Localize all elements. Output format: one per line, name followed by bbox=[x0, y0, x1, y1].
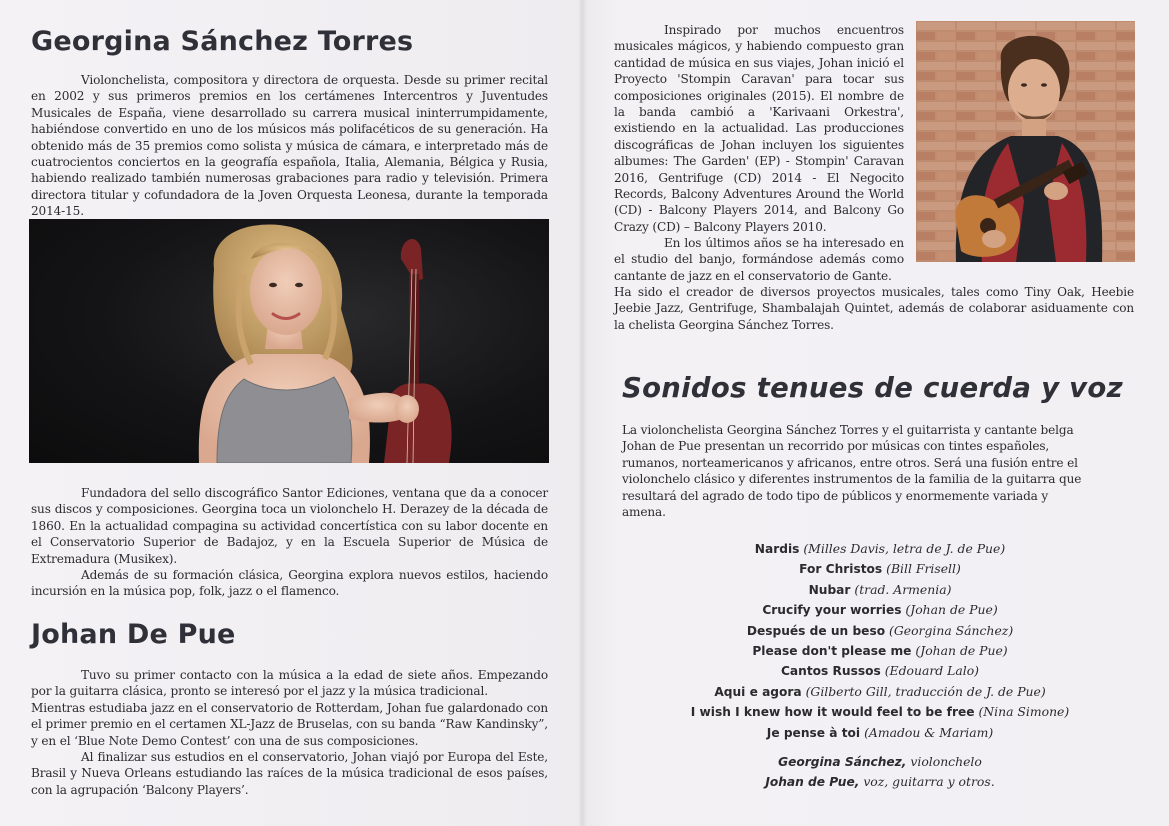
performer-georgina: Georgina Sánchez, violonchelo bbox=[778, 754, 982, 769]
page-fold bbox=[578, 0, 586, 826]
johan-bio-paragraph-3: Al finalizar sus estudios en el conservatorio, Johan viajó por Europa del Este, Brasil y Nueva Orleans estudiando las raíces de la música tradicional de esos países, con la agrupación ‘Balcony Players’. bbox=[31, 750, 548, 797]
guitarist-photo bbox=[916, 21, 1135, 262]
program-item: I wish I knew how it would feel to be free (Nina Simone) bbox=[690, 704, 1070, 720]
performer-johan: Johan de Pue, voz, guitarra y otros. bbox=[765, 774, 995, 790]
program-item: Aqui e agora (Gilberto Gill, traducción de J. de Pue) bbox=[714, 683, 1046, 699]
performers-credits bbox=[600, 752, 1160, 793]
heading-johan: Johan De Pue bbox=[31, 619, 236, 650]
program-list bbox=[600, 539, 1160, 743]
program-item: For Christos (Bill Frisell) bbox=[799, 561, 961, 577]
johan-bio-paragraph-2: Mientras estudiaba jazz en el conservatorio de Rotterdam, Johan fue galardonado con el primer premio en el certamen XL-Jazz de Bruselas, con su banda “Raw Kandinsky”, y en el ‘Blue Note Demo Contest’ con una de sus composiciones. bbox=[31, 701, 548, 748]
cellist-photo bbox=[29, 219, 549, 463]
guitarist-illustration bbox=[916, 21, 1135, 262]
cellist-illustration bbox=[29, 219, 549, 463]
heading-georgina: Georgina Sánchez Torres bbox=[31, 26, 414, 57]
program-item: Please don't please me (Johan de Pue) bbox=[752, 643, 1008, 659]
johan-bio-paragraph-5b: Ha sido el creador de diversos proyectos musicales, tales como Tiny Oak, Heebie Jeebie Jazz, Gentrifuge, Shambalajah Quintet, además de colaborar asiduamente con la chelista Georgina Sánchez Torres. bbox=[614, 285, 1134, 332]
johan-bio-paragraph-5a: En los últimos años se ha interesado en el studio del banjo, formándose además como cantante de jazz en el conservatorio de Gante. bbox=[614, 236, 904, 283]
program-item: Nubar (trad. Armenia) bbox=[808, 581, 952, 597]
program-item: Nardis (Milles Davis, letra de J. de Pue) bbox=[754, 541, 1006, 556]
program-item: Cantos Russos (Edouard Lalo) bbox=[780, 663, 979, 679]
left-page bbox=[0, 0, 582, 826]
program-item: Después de un beso (Georgina Sánchez) bbox=[746, 622, 1014, 638]
georgina-bio-paragraph-3: Además de su formación clásica, Georgina explora nuevos estilos, haciendo incursión en la música pop, folk, jazz o el flamenco. bbox=[31, 568, 548, 599]
georgina-bio-paragraph-1: Violonchelista, compositora y directora de orquesta. Desde su primer recital en 2002 y sus primeros premios en los certámenes Intercentros y Juventudes Musicales de España, viene desarrollado su carrera musical ininterrumpidamente, habiéndose convertido en uno de los músicos más polifacéticos de su generación. Ha obtenido más de 35 premios como solista y música de cámara, e interpretado más de cuatrocientos conciertos en la geografía española, Italia, Alemania, Bélgica y Rusia, habiendo realizado también numerosas grabaciones para radio y televisión. Primera directora titular y cofundadora de la Joven Orquesta Leonesa, durante la temporada 2014-15. bbox=[31, 73, 548, 219]
program-item: Crucify your worries (Johan de Pue) bbox=[762, 602, 998, 618]
concert-title: Sonidos tenues de cuerda y voz bbox=[622, 372, 1123, 404]
concert-description: La violonchelista Georgina Sánchez Torres y el guitarrista y cantante belga Johan de Pue presentan un recorrido por músicas con tintes españoles, rumanos, norteamericanos y africanos, entre otros. Será una fusión entre el violonchelo clásico y diferentes instrumentos de la familia de la guitarra que resultará del agrado de todo tipo de públicos y enormemente variada y amena. bbox=[622, 423, 1082, 520]
johan-bio-paragraph-1: Tuvo su primer contacto con la música a la edad de siete años. Empezando por la guitarra clásica, pronto se interesó por el jazz y la música tradicional. bbox=[31, 668, 548, 699]
georgina-bio-paragraph-2: Fundadora del sello discográfico Santor Ediciones, ventana que da a conocer sus discos y composiciones. Georgina toca un violonchelo H. Derazey de la década de 1860. En la actualidad compagina su actividad concertística con su labor docente en el Conservatorio Superior de Badajoz, y en la Escuela Superior de Música de Extremadura (Musikex). bbox=[31, 486, 548, 566]
johan-bio-paragraph-4: Inspirado por muchos encuentros musicales mágicos, y habiendo compuesto gran cantidad de música en sus viajes, Johan inició el Proyecto 'Stompin Caravan' para tocar sus composiciones originales (2015). El nombre de la banda cambió a 'Karivaani Orkestra', existiendo en la actualidad. Las producciones discográficas de Johan incluyen los siguientes albumes: The Garden' (EP) - Stompin' Caravan 2016, Gentrifuge (CD) 2014 - El Negocito Records, Balcony Adventures Around the World (CD) - Balcony Players 2014, and Balcony Go Crazy (CD) – Balcony Players 2010. bbox=[614, 23, 904, 234]
program-item: Je pense à toi (Amadou & Mariam) bbox=[766, 724, 994, 740]
